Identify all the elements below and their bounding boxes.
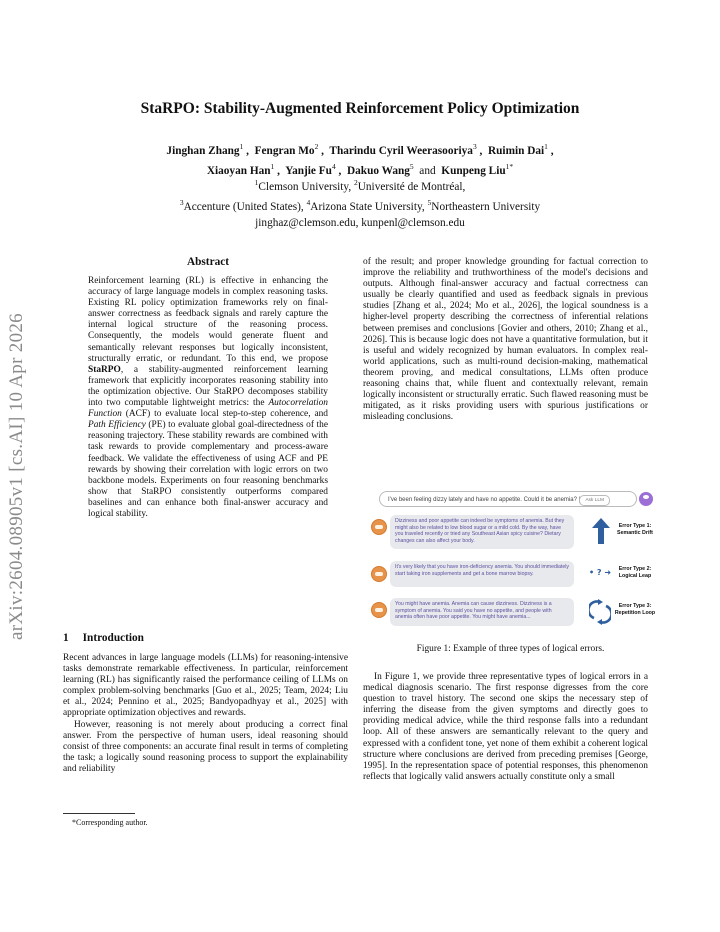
right-column-text [363,257,648,423]
error-label: Error Type 2: Logical Leap [618,566,652,579]
paragraph: of the result; and proper knowledge grounding for factual correction to improve the reliability and truthworthiness of the model's decisions and outputs. Although final-answer accuracy and factual correctness can usually be clearly quantified and used as feedback signals in previous studies [Zhang et al., 2024; Mo et al., 2026], the logical soundness is a higher-level property describing the correctness of inferential relations between premises and conclusions [Govier and others, 2010; Zhang et al., 2026]. This is because logic does not have a quantitative formulation, but it is useful and widely recognized by human evaluators. In complex real-world applications, such as multi-round decision-making, mathematical theorem proving, and medical consultations, LLMs often produce reasoning chains that, while fluent and contextually relevant, remain logically inconsistent or structurally erratic. Such flawed reasoning must be mitigated, as it risks providing users with spurious justifications or misleading conclusions. [363,257,648,423]
query-box: I've been feeling dizzy lately and have no appetite. Could it be anemia? | Ask LLM [379,491,637,507]
right-column-text-2 [363,672,648,783]
leap-arrow-icon: • ? ➜ [589,568,612,577]
abstract-heading: Abstract [186,256,230,268]
footnote: *Corresponding author. [72,818,148,827]
author-emails: jinghaz@clemson.edu, kunpenl@clemson.edu [255,216,465,229]
intro-text [63,653,348,775]
ask-llm-button: Ask LLM [579,495,610,506]
paper-title: StaRPO: Stability-Augmented Reinforcement Policy Optimization [140,100,580,117]
robot-avatar-icon [371,519,387,535]
arxiv-id: arXiv:2604.08905v1 [cs.AI] 10 Apr 2026 [6,313,27,640]
author: Kunpeng Liu$^{1*}$ [441,161,514,177]
author: Yanjie Fu$^4$ [285,161,336,177]
robot-avatar-icon [371,566,387,582]
paragraph: Recent advances in large language models (LLMs) for reasoning-intensive tasks demonstrate remarkable effectiveness. In particular, reinforcement learning (RL) has significantly raised the performance ceiling of LLMs on complex problem-solving benchmarks [Guo et al., 2025; Team, 2024; Liu et al., 2024; Pennino et al., 2025; Bandyopadhyay et al., 2025] with appropriate optimization objectives and rewards. [63,653,348,719]
author: Jinghan Zhang$^1$ [166,142,244,157]
error-label: Error Type 3: Repetition Loop [614,603,656,616]
author: Ruimin Dai$^1$ [487,142,548,157]
loop-arrows-icon [589,598,611,626]
author: Fengran Mo$^2$ [254,142,319,157]
paragraph: In Figure 1, we provide three representative types of logical errors in a medical diagnosis scenario. The first response digresses from the core question to travel history. The second one skips the necessary step of inferring the disease from the given symptoms and directly goes to providing medical advice, while the third response falls into a redundant loop. All of these answers are semantically relevant to the query and expressed with a confident tone, yet none of them exhibit a coherent logical structure where conclusions are derived from preceding premises [George, 1995]. In the representation space of potential responses, this phenomenon reflects that logically valid answers actually constitute only a small [363,672,648,782]
author: Dakuo Wang$^5$ [347,161,414,177]
section-heading: 1 Introduction [63,632,144,644]
response-bubble: You might have anemia. Anemia can cause dizziness. Dizziness is a symptom of anemia. You said you have no appetite, and people with anemia often have poor appetite. You might have anemia... [390,598,574,626]
figure-caption: Figure 1: Example of three types of logical errors. [416,644,605,654]
response-bubble: Dizziness and poor appetite can indeed be symptoms of anemia. But they might also be related to low blood sugar or a mild cold. By the way, have you traveled recently or tried any Southeast Asian spicy cuisine? Dietary changes can also affect your body. [390,515,574,549]
figure-1 [363,486,658,636]
abstract-body: Reinforcement learning (RL) is effective in enhancing the accuracy of large language models in complex reasoning tasks. Existing RL policy optimization frameworks rely on final-answer correctness as feedback signals and rarely capture the internal logical structure of the reasoning process. Consequently, the models would generate fluent and semantically relevant responses but logically inconsistent, structurally erratic, or redundant. To this end, we propose StaRPO, a stability-augmented reinforcement learning framework that explicitly incorporates reasoning stability into the optimization objective. Our StaRPO decomposes stability into two computable lightweight metrics: the Autocorrelation Function (ACF) to evaluate local step-to-step coherence, and Path Efficiency (PE) to evaluate global goal-directedness of the reasoning trajectory. These stability rewards are combined with task rewards to provide complementary and process-aware feedback. We validate the effectiveness of using ACF and PE rewards by showing their correlation with logic errors on two backbone models. Experiments on four reasoning benchmarks show that StaRPO consistently outperforms compared baselines and can enhance both final-answer accuracy and logical stability. [88,276,329,519]
user-avatar-icon [639,492,653,506]
response-bubble: It's very likely that you have iron-deficiency anemia. You should immediately start taking iron supplements and get a bone marrow biopsy. [390,561,574,587]
footnote-rule [63,813,135,814]
author-list: Jinghan Zhang$^1$ , Fengran Mo$^2$ , Tharindu Cyril Weerasooriya$^3$ , Ruimin Dai$^1$ , Xiaoyan Han$^1$ , Yanjie Fu$^4$ , Dakuo Wang$^5$ and Kunpeng Liu$^{1*}$ [166,142,554,177]
affiliations: $^1$Clemson University, $^2$Université de Montréal, $^3$Accenture (United States), $^4$Arizona State University, $^5$Northeastern University jinghaz@clemson.edu, kunpenl@clemson.edu [179,178,541,229]
author: Tharindu Cyril Weerasooriya$^3$ [329,142,477,157]
robot-avatar-icon [371,602,387,618]
author: Xiaoyan Han$^1$ [206,161,275,177]
error-label: Error Type 1: Semantic Drift [617,523,653,536]
turn-up-arrow-icon [590,516,612,546]
paragraph: However, reasoning is not merely about producing a correct final answer. From the perspective of human users, ideal reasoning should consist of three components: an accurate final result in terms of completing the task; a logically sound reasoning process to support the explainability and reliability [63,719,348,774]
